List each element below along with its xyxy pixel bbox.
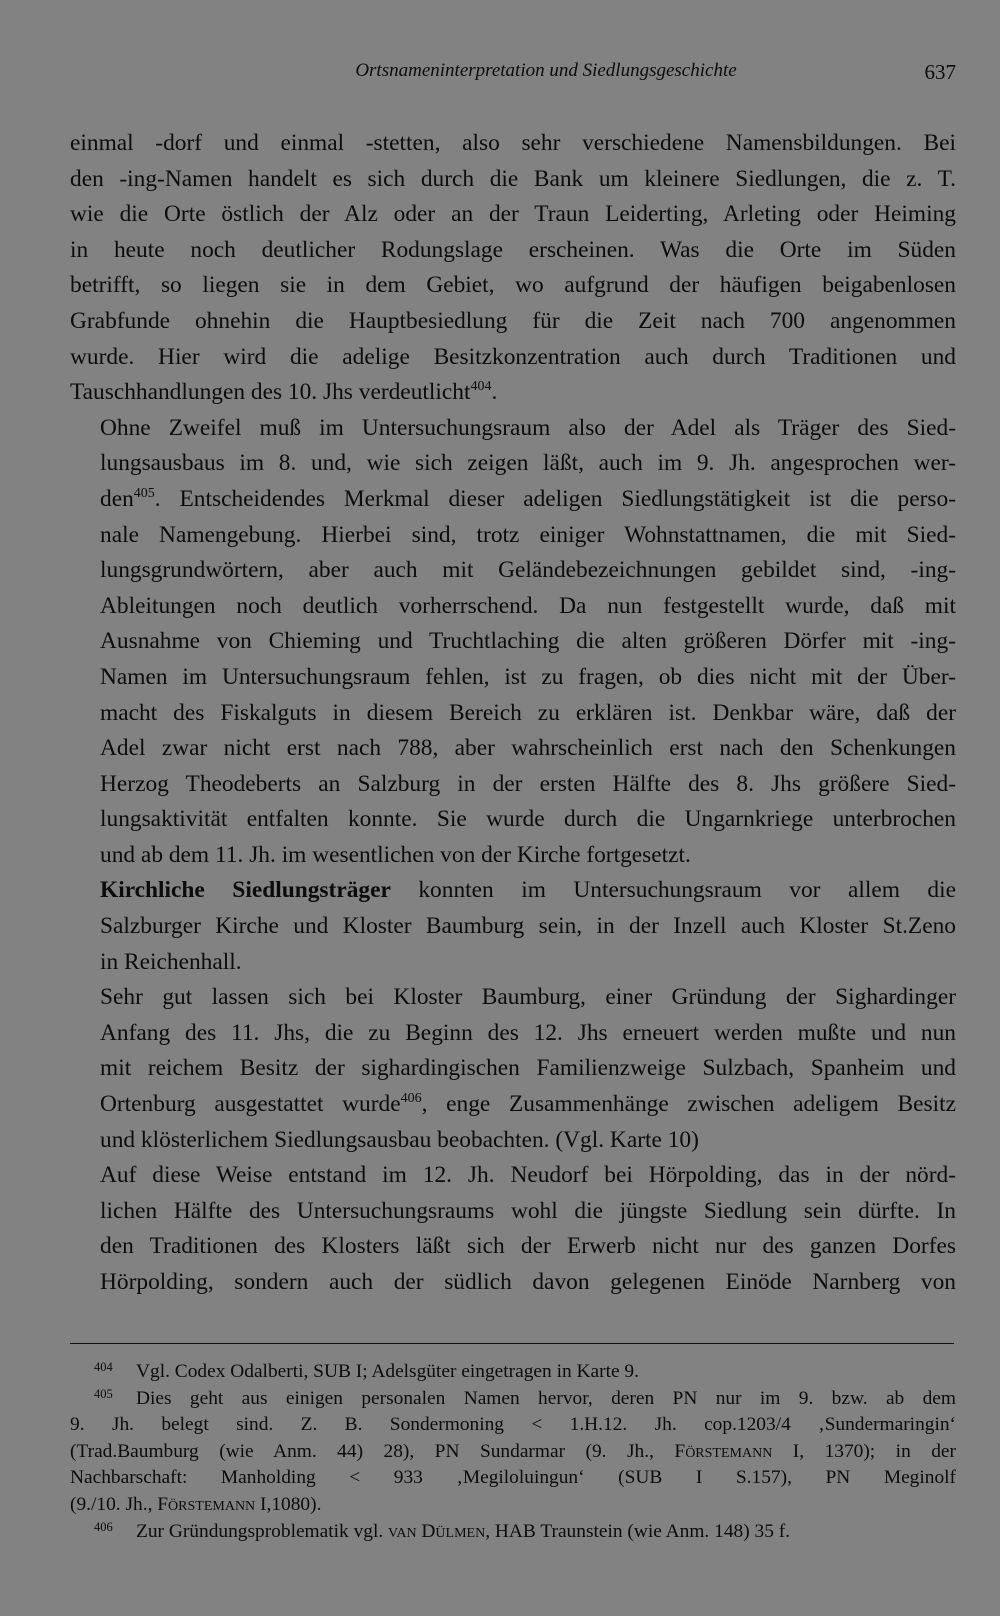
text-line: lungsaktivität entfalten konnte. Sie wurde durch die Ungarnkriege unterbrochen [100, 806, 956, 833]
text-line: Ausnahme von Chieming und Truchtlaching die alten größeren Dörfer mit -ing- [100, 628, 956, 655]
author-name: van Dülmen [388, 1520, 486, 1542]
text-line: wurde. Hier wird die adelige Besitzkonzentration auch durch Traditionen und [70, 343, 956, 370]
text-line: und klösterlichem Siedlungsausbau beobachten. (Vgl. Karte 10) [100, 1126, 699, 1153]
footnote-ref-405[interactable]: 405 [133, 485, 155, 501]
body-text [70, 126, 956, 1301]
text-line: Hörpolding, sondern auch der südlich davon gelegenen Einöde Narnberg von [100, 1269, 956, 1295]
page-number: 637 [924, 60, 956, 84]
text-line: betrifft, so liegen sie in dem Gebiet, wo aufgrund der häufigen beigabenlosen [70, 272, 956, 299]
text-line: und ab dem 11. Jh. im wesentlichen von der Kirche fortgesetzt. [100, 841, 691, 868]
text-line: Anfang des 11. Jhs, die zu Beginn des 12. Jhs erneuert werden mußte und nun [100, 1019, 956, 1046]
text-run: , HAB Traunstein (wie Anm. 148) 35 f. [485, 1520, 791, 1542]
text-line: lungsgrundwörtern, aber auch mit Geländebezeichnungen gebildet sind, -ing- [100, 557, 956, 584]
text-line: Ableitungen noch deutlich vorherrschend. Da nun festgestellt wurde, daß mit [100, 592, 956, 619]
text-line: Adel zwar nicht erst nach 788, aber wahrscheinlich erst nach den Schenkungen [100, 735, 956, 762]
footnote-line [70, 1439, 956, 1466]
paragraph-4 [70, 980, 956, 1158]
footnote-number: 405 [94, 1386, 113, 1401]
text-line: in heute noch deutlicher Rodungslage erscheinen. Was die Orte im Süden [70, 236, 956, 263]
footnotes [70, 1359, 956, 1545]
text-line [70, 375, 956, 411]
text-line: mit reichem Besitz der sighardingischen Familienzweige Sulzbach, Spanheim und [100, 1055, 956, 1082]
footnote-ref-406[interactable]: 406 [400, 1091, 422, 1107]
paragraph-5 [70, 1158, 956, 1300]
footnote-line [70, 1492, 956, 1519]
text-line: macht des Fiskalguts in diesem Bereich zu erklären ist. Denkbar wäre, daß der [100, 699, 956, 726]
text-line: nale Namengebung. Hierbei sind, trotz einiger Wohnstattnamen, die mit Sied- [100, 521, 956, 548]
text-line: Herzog Theodeberts an Salzburg in der ersten Hälfte des 8. Jhs größere Sied- [100, 770, 956, 797]
text-run: (Trad.Baumburg (wie Anm. 44) 28), PN Sundarmar (9. Jh., [70, 1440, 675, 1462]
footnote-ref-404[interactable]: 404 [470, 379, 492, 395]
footnote-number: 404 [94, 1360, 113, 1374]
footnote-404 [70, 1359, 956, 1386]
text-line: Grabfunde ohnehin die Hauptbesiedlung für die Zeit nach 700 angenommen [70, 307, 956, 334]
text-run: (9./10. Jh., [70, 1493, 158, 1515]
text-line: Ohne Zweifel muß im Untersuchungsraum also der Adel als Träger des Sied- [100, 414, 956, 441]
author-name: Förstemann [674, 1440, 773, 1462]
page-header [72, 60, 956, 90]
text-run: konnten im Untersuchungsraum vor allem die [390, 877, 956, 904]
paragraph-1 [70, 126, 956, 411]
footnote-line: Nachbarschaft: Manholding < 933 ‚Megiloluingun‘ (SUB I S.157), PN Meginolf [70, 1467, 956, 1489]
text-run: . Entscheidendes Merkmal dieser adeligen Siedlungstätigkeit ist die perso- [154, 485, 956, 512]
text-line: Sehr gut lassen sich bei Kloster Baumburg, einer Gründung der Sighardinger [100, 984, 956, 1011]
text-run: Tauschhandlungen des 10. Jhs verdeutlicht [70, 379, 471, 406]
footnote-405 [70, 1386, 956, 1519]
text-line [70, 482, 956, 518]
text-line: den -ing-Namen handelt es sich durch die Bank um kleinere Siedlungen, die z. T. [70, 165, 956, 192]
running-title: Ortsnameninterpretation und Siedlungsgeschichte [355, 60, 737, 81]
text-run: Zur Gründungsproblematik vgl. [136, 1520, 389, 1542]
text-line: lungsausbaus im 8. und, wie sich zeigen läßt, auch im 9. Jh. angesprochen wer- [100, 450, 956, 477]
text-line: lichen Hälfte des Untersuchungsraums wohl die jüngste Siedlung sein dürfte. In [100, 1197, 956, 1224]
text-line: einmal -dorf und einmal -stetten, also sehr verschiedene Namensbildungen. Bei [70, 130, 956, 156]
text-run: den [100, 485, 134, 512]
section-keyword: Kirchliche Siedlungsträger [100, 877, 391, 904]
text-run: . [491, 379, 498, 406]
footnote-406 [70, 1519, 956, 1546]
text-line [70, 1087, 956, 1123]
footnote-line [70, 1519, 956, 1546]
text-run: I, 1370); in der [772, 1440, 956, 1462]
footnote-line: Dies geht aus einigen personalen Namen hervor, deren PN nur im 9. bzw. ab dem [136, 1387, 956, 1409]
footnote-number: 406 [94, 1519, 113, 1534]
text-line: Salzburger Kirche und Kloster Baumburg sein, in der Inzell auch Kloster St.Zeno [100, 913, 956, 940]
footnote-line: 9. Jh. belegt sind. Z. B. Sondermoning < 1.H.12. Jh. cop.1203/4 ‚Sundermaringin‘ [70, 1414, 956, 1436]
author-name: Förstemann [157, 1493, 256, 1515]
paragraph-2 [70, 411, 956, 874]
footnote-divider [70, 1343, 954, 1344]
text-line [70, 873, 956, 909]
paragraph-3 [70, 873, 956, 980]
text-line: in Reichenhall. [100, 948, 242, 975]
text-run: Ortenburg ausgestattet wurde [100, 1091, 401, 1118]
text-line: Namen im Untersuchungsraum fehlen, ist zu fragen, ob dies nicht mit der Über- [100, 663, 956, 690]
text-line: Auf diese Weise entstand im 12. Jh. Neudorf bei Hörpolding, das in der nörd- [100, 1162, 956, 1189]
text-run: I,1080). [255, 1493, 322, 1515]
text-run: , enge Zusammenhänge zwischen adeligem Besitz [421, 1091, 956, 1118]
footnote-line: Vgl. Codex Odalberti, SUB I; Adelsgüter eingetragen in Karte 9. [136, 1361, 639, 1382]
text-line: den Traditionen des Klosters läßt sich der Erwerb nicht nur des ganzen Dorfes [100, 1233, 956, 1260]
text-line: wie die Orte östlich der Alz oder an der Traun Leiderting, Arleting oder Heiming [70, 201, 956, 228]
